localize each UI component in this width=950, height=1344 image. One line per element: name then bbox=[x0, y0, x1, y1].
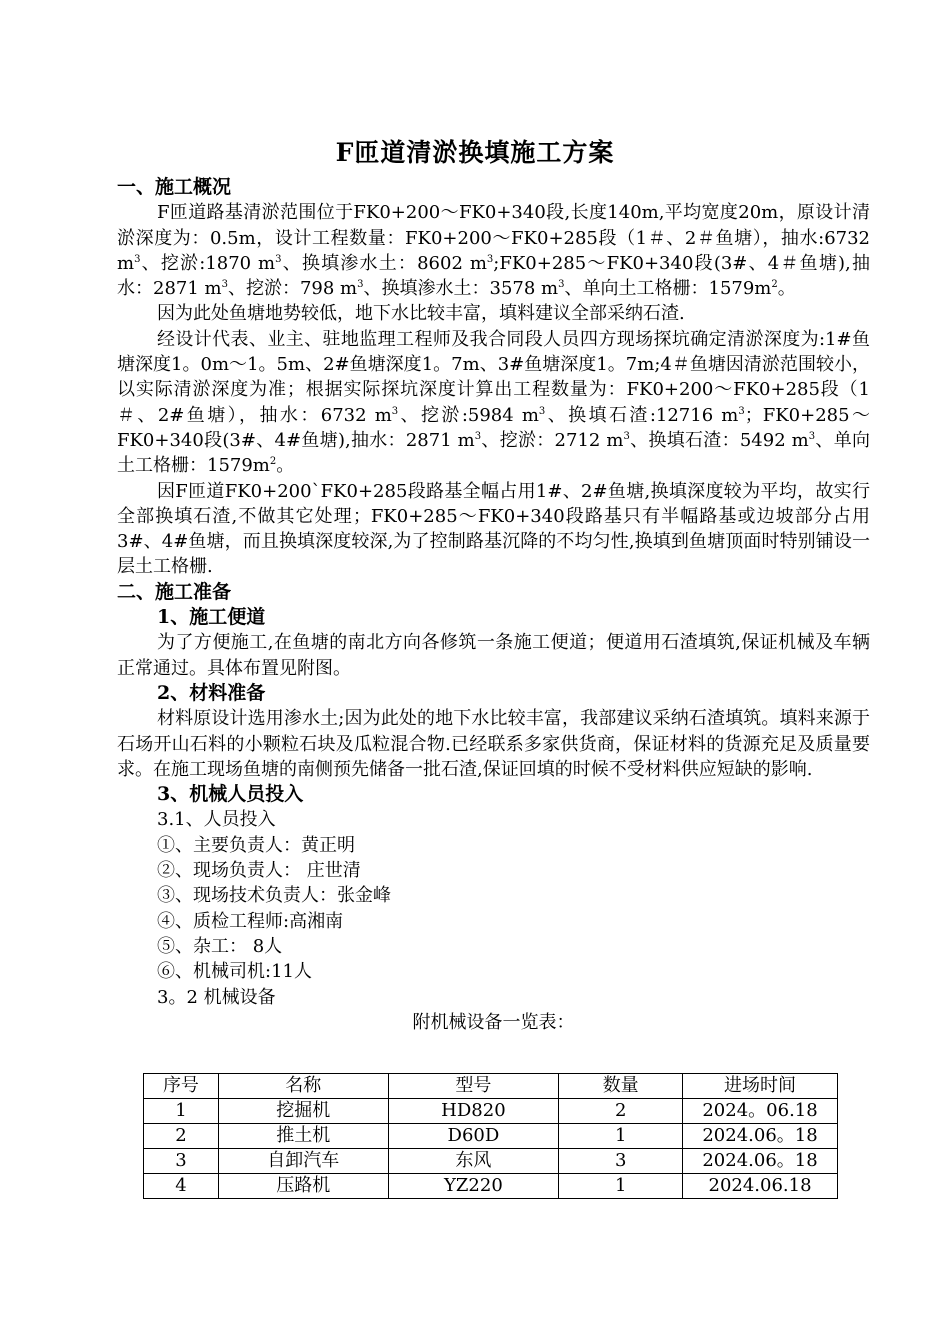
table-cell: 3 bbox=[559, 1149, 683, 1174]
overview-paragraph-3: 经设计代表、业主、驻地监理工程师及我合同段人员四方现场探坑确定清淤深度为:1#鱼塘深度1。0m～1。5m、2#鱼塘深度1。7m、3#鱼塘深度1。7m;4＃鱼塘因清淤范围较小，以实际清淤深度为准；根据实际探坑深度计算出工程数量为：FK0+200～FK0+285段（1＃、2#鱼塘），抽水：6732 $m^3$、挖淤:5984 $m^3$、换填石渣:12716 $m^3$；FK0+285～FK0+340段(3#、4#鱼塘),抽水：2871 $m^3$、挖淤：2712 $m^3$、换填石渣：5492 $m^3$、单向土工格栅：$1579m^2$。 bbox=[117, 328, 870, 477]
personnel-heading: 3.1、人员投入 bbox=[157, 809, 276, 831]
personnel-item: ③、现场技术负责人：张金峰 bbox=[157, 885, 391, 907]
access-road-paragraph: 为了方便施工,在鱼塘的南北方向各修筑一条施工便道；便道用石渣填筑,保证机械及车辆正常通过。具体布置见附图。 bbox=[117, 632, 870, 679]
table-cell: 1 bbox=[559, 1174, 683, 1199]
table-header-cell: 进场时间 bbox=[683, 1074, 838, 1099]
section-heading-preparation: 二、施工准备 bbox=[117, 580, 232, 603]
document-title: F匝道清淤换填施工方案 bbox=[335, 138, 615, 167]
materials-paragraph: 材料原设计选用渗水土;因为此处的地下水比较丰富，我部建议采纳石渣填筑。填料来源于石场开山石料的小颗粒石块及瓜粒混合物.已经联系多家供货商，保证材料的货源充足及质量要求。在施工现场鱼塘的南侧预先储备一批石渣,保证回填的时候不受材料供应短缺的影响. bbox=[117, 708, 870, 780]
table-row bbox=[144, 1124, 838, 1149]
equipment-table bbox=[143, 1073, 838, 1199]
personnel-item: ⑤、杂工： 8人 bbox=[157, 935, 283, 957]
table-cell: 2024.06。18 bbox=[683, 1149, 838, 1174]
table-header-row bbox=[144, 1074, 838, 1099]
table-cell: 1 bbox=[144, 1099, 219, 1124]
table-cell: HD820 bbox=[388, 1099, 559, 1124]
table-header-cell: 序号 bbox=[144, 1074, 219, 1099]
subheading-materials: 2、材料准备 bbox=[157, 681, 266, 704]
table-cell: 1 bbox=[559, 1124, 683, 1149]
table-caption: 附机械设备一览表： bbox=[412, 1011, 575, 1033]
table-cell: 自卸汽车 bbox=[218, 1149, 388, 1174]
table-header-cell: 数量 bbox=[559, 1074, 683, 1099]
table-cell: YZ220 bbox=[388, 1174, 559, 1199]
table-cell: 压路机 bbox=[218, 1174, 388, 1199]
table-row bbox=[144, 1149, 838, 1174]
table-row bbox=[144, 1174, 838, 1199]
table-header-cell: 名称 bbox=[218, 1074, 388, 1099]
overview-paragraph-4: 因F匝道FK0+200`FK0+285段路基全幅占用1#、2#鱼塘,换填深度较为平均，故实行全部换填石渣,不做其它处理；FK0+285～FK0+340段路基只有半幅路基或边坡部分占用3#、4#鱼塘，而且换填深度较深,为了控制路基沉降的不均匀性,换填到鱼塘顶面时特别铺设一层土工格栅. bbox=[117, 480, 870, 578]
table-cell: 东风 bbox=[388, 1149, 559, 1174]
personnel-item: ②、现场负责人： 庄世清 bbox=[157, 860, 361, 882]
personnel-item: ⑥、机械司机:11人 bbox=[157, 961, 312, 983]
personnel-item: ④、质检工程师:高湘南 bbox=[157, 910, 344, 932]
table-cell: D60D bbox=[388, 1124, 559, 1149]
table-row bbox=[144, 1099, 838, 1124]
subheading-machinery-personnel: 3、机械人员投入 bbox=[157, 783, 304, 806]
table-cell: 2024.06。18 bbox=[683, 1124, 838, 1149]
equipment-heading: 3。2 机械设备 bbox=[157, 986, 276, 1008]
document-body bbox=[117, 175, 870, 1035]
table-cell: 3 bbox=[144, 1149, 219, 1174]
table-cell: 4 bbox=[144, 1174, 219, 1199]
table-cell: 2 bbox=[559, 1099, 683, 1124]
personnel-item: ①、主要负责人：黄正明 bbox=[157, 834, 355, 856]
subheading-access-road: 1、施工便道 bbox=[157, 606, 266, 629]
overview-paragraph-2: 因为此处鱼塘地势较低，地下水比较丰富，填料建议全部采纳石渣. bbox=[157, 303, 685, 325]
table-cell: 2024.06.18 bbox=[683, 1174, 838, 1199]
table-cell: 2024。06.18 bbox=[683, 1099, 838, 1124]
table-header-cell: 型号 bbox=[388, 1074, 559, 1099]
overview-paragraph-1: F匝道路基清淤范围位于FK0+200～FK0+340段,长度140m,平均宽度20m，原设计清淤深度为：0.5m，设计工程数量：FK0+200～FK0+285段（1＃、2＃鱼塘），抽水:6732 $m^3$、挖淤:1870 $m^3$、换填渗水土：8602 $m^3;FK0+285\sim FK0+340$段(3#、4＃鱼塘),抽水：2871 $m^3$、挖淤：798 $m^3$、换填渗水土：3578 $m^3$、单向土工格栅：$1579m^2$。 bbox=[117, 202, 870, 300]
section-heading-overview: 一、施工概况 bbox=[117, 176, 232, 198]
table-cell: 2 bbox=[144, 1124, 219, 1149]
table-cell: 挖掘机 bbox=[218, 1099, 388, 1124]
table-cell: 推土机 bbox=[218, 1124, 388, 1149]
